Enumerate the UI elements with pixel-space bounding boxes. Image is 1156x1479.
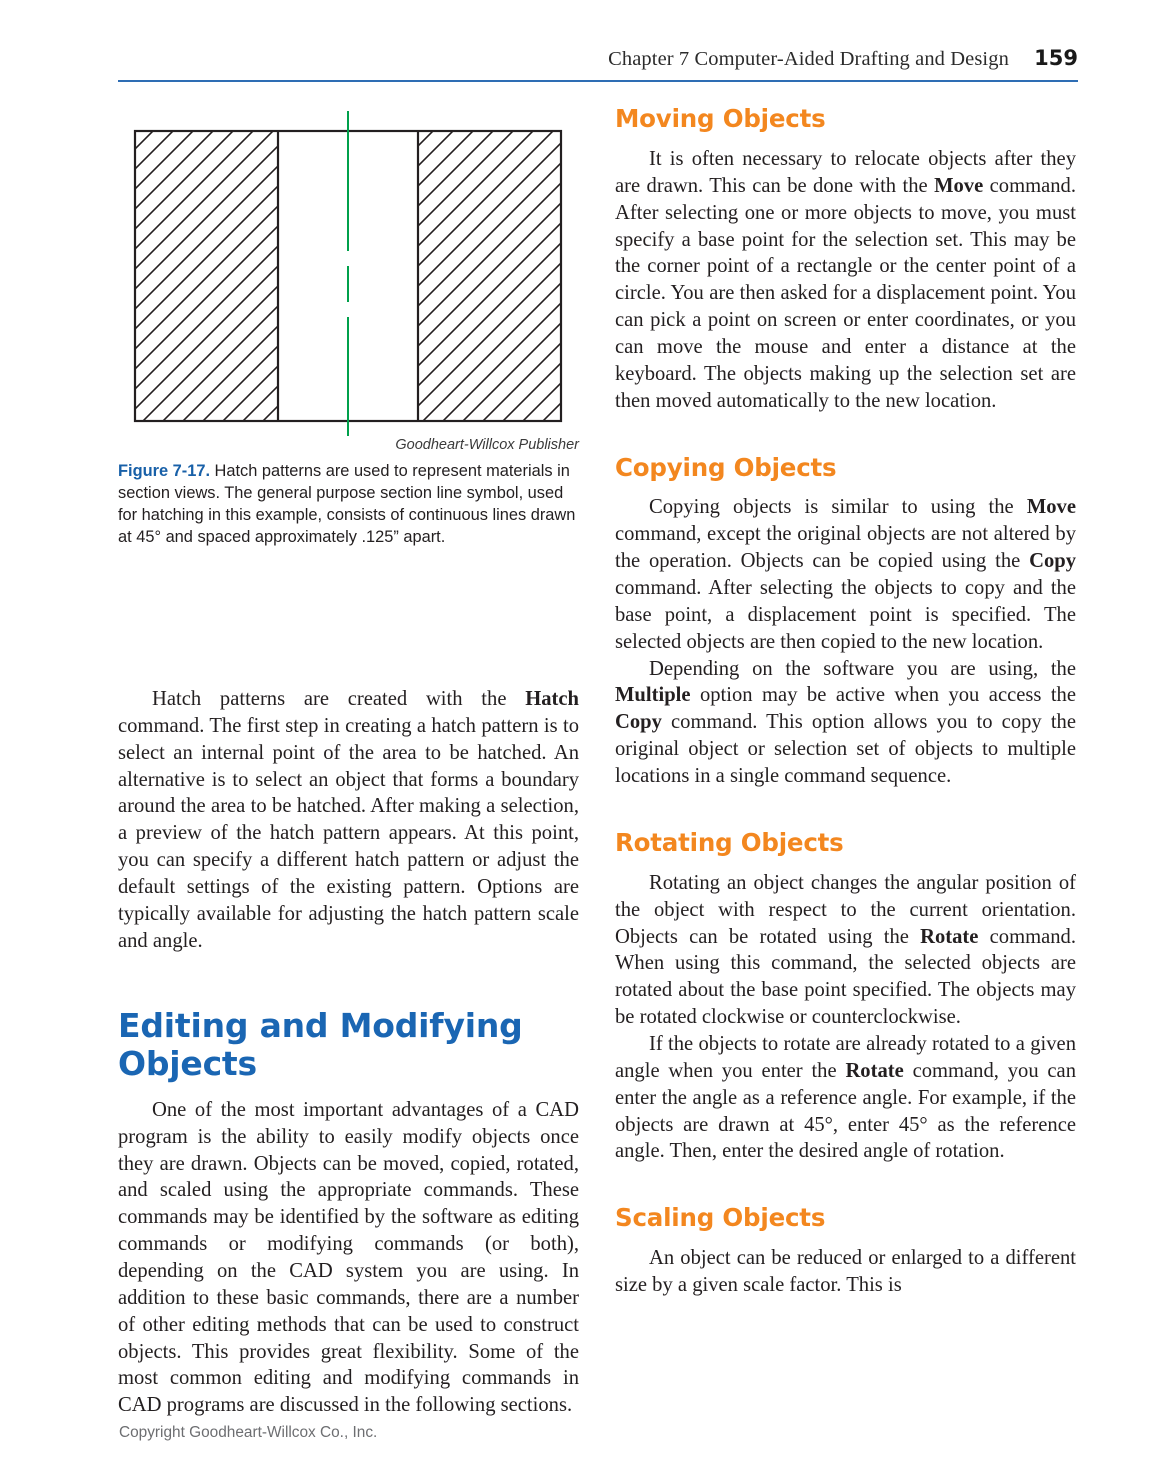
copying-bold-move: Move [1026, 496, 1076, 519]
hatch-text-2: command. The first step in creating a hatch pattern is to select an internal point of the area to be hatched. An alternative is to select an object that forms a boundary around the area to be hatched. After making a selection, a preview of the hatch pattern appears. At this point, you can specify a different hatch pattern or adjust the default settings of the existing pattern. Options are typically available for adjusting the hatch pattern scale and angle. [118, 714, 579, 952]
rotating2-text-1: If the objects to rotate are already rotated to a given angle when you enter the [615, 1033, 1076, 1082]
copying-bold-copy-2: Copy [615, 711, 662, 734]
hatch-section-drawing [118, 106, 579, 436]
paragraph-rotating-1 [615, 870, 1076, 1031]
right-column [615, 106, 1076, 1299]
page-number: 159 [1034, 46, 1078, 70]
header-rule [118, 80, 1078, 82]
rotating-text-1: Rotating an object changes the angular position of the object with respect to the current orientation. Objects can be rotated using the [615, 871, 1076, 948]
figure-caption-text: Hatch patterns are used to represent materials in section views. The general purpose section line symbol, used for hatching in this example, consists of continuous lines drawn at 45° and spaced approximately .125” apart. [118, 462, 576, 546]
figure-number: Figure 7-17. [118, 462, 210, 480]
copying-text-2: command, except the original objects are not altered by the operation. Objects can be copied using the [615, 523, 1076, 573]
copying-text-3: command. After selecting the objects to copy and the base point, a displacement point is specified. The selected objects are then copied to the new location. [615, 577, 1076, 653]
copying-bold-multiple: Multiple [615, 684, 691, 707]
copying2-text-3: command. This option allows you to copy the original object or selection set of objects to multiple locations in a single command sequence. [615, 711, 1076, 788]
paragraph-scaling-1: An object can be reduced or enlarged to a different size by a given scale factor. This is [615, 1247, 1076, 1297]
section-heading-copying: Copying Objects [615, 452, 837, 482]
section-heading-rotating: Rotating Objects [615, 827, 844, 857]
paragraph-copying-1 [615, 494, 1076, 655]
running-head [118, 46, 1078, 71]
copying2-text-1: Depending on the software you are using, the [649, 657, 1076, 680]
paragraph-hatch [118, 686, 579, 955]
figure-caption [118, 461, 583, 549]
rotating-text-2: command. When using this command, the selected objects are rotated about the base point specified. The objects may be rotated clockwise or counterclockwise. [615, 925, 1076, 1029]
paragraph-editing: One of the most important advantages of a CAD program is the ability to easily modify objects once they are drawn. Objects can be moved, copied, rotated, and scaled using the appropriate commands. These commands may be identified by the software as editing commands or modifying commands (or both), depending on the CAD system you are using. In addition to these basic commands, there are a number of other editing methods that can be used to construct objects. This provides great flexibility. Some of the most common editing and modifying commands in CAD programs are discussed in the following sections. [118, 1098, 579, 1417]
rotating-bold-rotate-2: Rotate [845, 1059, 904, 1082]
hatch-region-left [135, 131, 278, 421]
section-heading-scaling: Scaling Objects [615, 1203, 826, 1233]
paragraph-copying-2 [615, 656, 1076, 790]
hatch-text-1: Hatch patterns are created with the [152, 688, 526, 710]
paragraph-moving-1 [615, 146, 1076, 415]
copying-text-1: Copying objects is similar to using the [649, 496, 1027, 519]
running-head-chapter: Chapter 7 [608, 48, 690, 70]
figure-credit: Goodheart-Willcox Publisher [395, 437, 579, 453]
hatch-region-right [418, 131, 561, 421]
paragraph-rotating-2 [615, 1031, 1076, 1165]
section-heading-moving: Moving Objects [615, 104, 826, 133]
hatch-bold-command: Hatch [525, 688, 579, 710]
moving-text-2: command. After selecting one or more objects to move, you must specify a base point for the selection set. This may be the corner point of a rectangle or the center point of a circle. You are then asked for a displacement point. You can pick a point on screen or enter coordinates, or you can move the mouse and enter a distance at the keyboard. The objects making up the selection set are then moved automatically to the new location. [615, 174, 1076, 412]
running-head-title: Computer-Aided Drafting and Design [694, 48, 1009, 70]
rotating-bold-rotate: Rotate [920, 925, 979, 948]
section-heading-editing: Editing and Modifying Objects [118, 1005, 523, 1084]
footer-copyright: Copyright Goodheart-Willcox Co., Inc. [119, 1424, 378, 1441]
left-column [118, 106, 579, 1419]
moving-text-1: It is often necessary to relocate objects after they are drawn. This can be done with the [615, 147, 1076, 197]
figure-7-17 [118, 106, 579, 546]
copying2-text-2: option may be active when you access the [690, 684, 1076, 707]
rotating2-text-2: command, you can enter the angle as a reference angle. For example, if the objects are drawn at 45°, enter 45° as the reference angle. Then, enter the desired angle of rotation. [615, 1059, 1076, 1163]
moving-bold-move: Move [934, 174, 984, 197]
copying-bold-copy: Copy [1029, 550, 1076, 573]
